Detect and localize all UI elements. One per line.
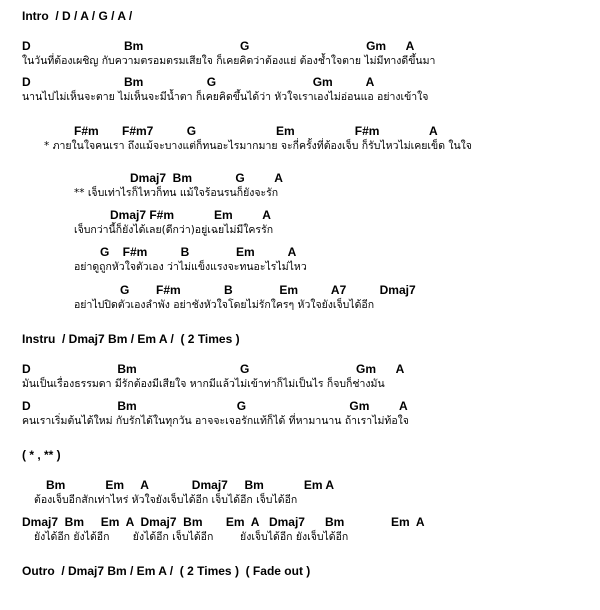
- chorus-lyric-4: อย่าไปปิดตัวเองลำพัง อย่าชังหัวใจโดยไม่รักใครๆ หัวใจยังเจ็บได้อีก: [74, 299, 375, 311]
- chorus-lyric-2: เจ็บกว่านี้ก็ยังได้เลย(ดีกว่า)อยู่เฉยไม่มีใครรัก: [74, 224, 274, 236]
- verse1-lyric-1: ในวันที่ต้องเผชิญ กับความตรอมตรมเสียใจ ก็เคยคิดว่าต้องแย่ ต้องช้ำใจตาย ไม่มีทางดีขึ้นมา: [22, 55, 436, 67]
- pre-chorus-lyric: * ภายในใจคนเรา ถึงแม้จะบางแต่ก็ทนอะไรมากมาย จะกี่ครั้งที่ต้องเจ็บ ก็รับไหวไม่เคยเข็ด ในใจ: [44, 140, 472, 152]
- repeat-marker: ( * , ** ): [22, 448, 61, 462]
- intro-line: Intro / D / A / G / A /: [22, 9, 133, 23]
- verse2-lyric-1: มันเป็นเรื่องธรรมดา มีรักต้องมีเสียใจ หากมีแล้วไม่เข้าท่าก็ไม่เป็นไร ก็จบก็ช่างมัน: [22, 378, 385, 390]
- outro-line: Outro / Dmaj7 Bm / Em A / ( 2 Times ) ( Fade out ): [22, 564, 311, 578]
- pre-chorus-chords: F#m F#m7 G Em F#m A: [74, 124, 438, 138]
- ending-lyric-1: ต้องเจ็บอีกสักเท่าไหร่ หัวใจยังเจ็บได้อีก เจ็บได้อีก เจ็บได้อีก: [34, 494, 298, 506]
- chorus-chords-4: G F#m B Em A7 Dmaj7: [120, 283, 416, 297]
- ending-chords-1: Bm Em A Dmaj7 Bm Em A: [46, 478, 335, 492]
- chorus-lyric-3: อย่าดูถูกหัวใจตัวเอง ว่าไม่แข็งแรงจะทนอะไรไม่ไหว: [74, 261, 307, 273]
- verse2-chords-2: D Bm G Gm A: [22, 399, 408, 413]
- instru-line: Instru / Dmaj7 Bm / Em A / ( 2 Times ): [22, 332, 240, 346]
- verse1-chords-1: D Bm G Gm A: [22, 39, 415, 53]
- ending-lyric-2: ยังได้อีก ยังได้อีก ยังได้อีก เจ็บได้อีก ยังเจ็บได้อีก ยังเจ็บได้อีก: [34, 531, 349, 543]
- chorus-chords-2: Dmaj7 F#m Em A: [110, 208, 271, 222]
- verse1-chords-2: D Bm G Gm A: [22, 75, 375, 89]
- ending-chords-2: Dmaj7 Bm Em A Dmaj7 Bm Em A Dmaj7 Bm Em A: [22, 515, 425, 529]
- chorus-chords-3: G F#m B Em A: [100, 245, 297, 259]
- verse2-lyric-2: คนเราเริ่มต้นได้ใหม่ กับรักได้ในทุกวัน อาจจะเจอรักแท้ก็ได้ ที่หามานาน ถ้าเราไม่ท้อใจ: [22, 415, 409, 427]
- verse1-lyric-2: นานไปไม่เห็นจะตาย ไม่เห็นจะมีน้ำตา ก็เคยคิดขึ้นได้ว่า หัวใจเราเองไม่อ่อนแอ อย่างเข้าใจ: [22, 91, 429, 103]
- chorus-chords-1: Dmaj7 Bm G A: [130, 171, 283, 185]
- chorus-lyric-1: ** เจ็บเท่าไรก็ไหวก็ทน แม้ใจร้อนรนก็ยังจะรัก: [74, 187, 279, 199]
- verse2-chords-1: D Bm G Gm A: [22, 362, 405, 376]
